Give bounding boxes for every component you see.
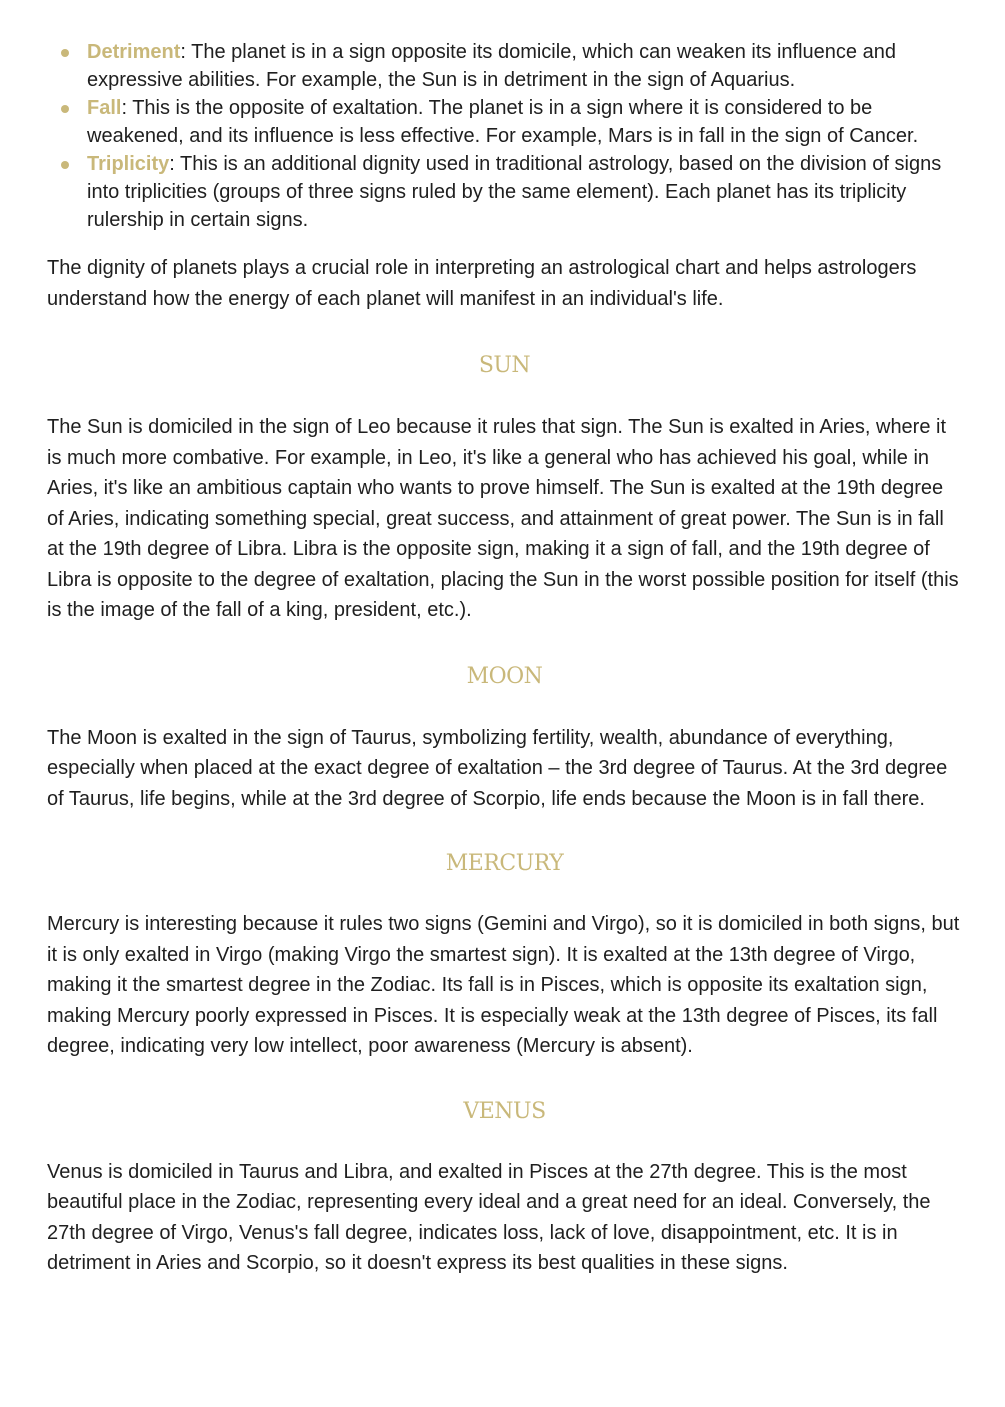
term-fall: Fall	[87, 97, 122, 119]
section-text-mercury: Mercury is interesting because it rules two signs (Gemini and Virgo), so it is domiciled in both signs, but it is only exalted in Virgo (making Virgo the smartest sign). It is exalted at the 13th degree of Virgo, making it the smartest degree in the Zodiac. Its fall is in Pisces, which is opposite its exaltation sign, making Mercury poorly expressed in Pisces. It is especially weak at the 13th degree of Pisces, its fall degree, indicating very low intellect, poor awareness (Mercury is absent).	[47, 913, 960, 1057]
dignity-bullet-list	[47, 38, 962, 234]
bullet-text: : This is an additional dignity used in traditional astrology, based on the division of signs into triplicities (groups of three signs ruled by the same element). Each planet has its triplicity rulership in certain signs.	[87, 153, 942, 231]
section-heading-mercury: MERCURY	[445, 851, 564, 876]
bullet-dot-icon	[61, 161, 69, 169]
bullet-text: : This is the opposite of exaltation. The planet is in a sign where it is considered to be weakened, and its influence is less effective. For example, Mars is in fall in the sign of Cancer.	[87, 97, 919, 147]
section-heading-venus: VENUS	[463, 1098, 546, 1124]
section-heading-moon: MOON	[466, 663, 543, 689]
bullet-fall	[47, 94, 962, 150]
term-detriment: Detriment	[87, 41, 181, 63]
bullet-detriment	[47, 38, 962, 94]
section-text-sun: The Sun is domiciled in the sign of Leo because it rules that sign. The Sun is exalted in Aries, where it is much more combative. For example, in Leo, it's like a general who has achieved his goal, while in Aries, it's like an ambitious captain who wants to prove himself. The Sun is exalted at the 19th degree of Aries, indicating something special, great success, and attainment of great power. The Sun is in fall at the 19th degree of Libra. Libra is the opposite sign, making it a sign of fall, and the 19th degree of Libra is opposite to the degree of exaltation, placing the Sun in the worst possible position for itself (this is the image of the fall of a king, president, etc.).	[47, 416, 959, 621]
bullet-dot-icon	[61, 49, 69, 57]
section-text-venus: Venus is domiciled in Taurus and Libra, and exalted in Pisces at the 27th degree. This is the most beautiful place in the Zodiac, representing every ideal and a great need for an ideal. Conversely, the 27th degree of Virgo, Venus's fall degree, indicates loss, lack of love, disappointment, etc. It is in detriment in Aries and Scorpio, so it doesn't express its best qualities in these signs.	[47, 1160, 931, 1274]
bullet-triplicity	[47, 150, 962, 234]
bullet-dot-icon	[61, 105, 69, 113]
bullet-text: : The planet is in a sign opposite its domicile, which can weaken its influence and expressive abilities. For example, the Sun is in detriment in the sign of Aquarius.	[87, 41, 896, 91]
intro-paragraph: The dignity of planets plays a crucial role in interpreting an astrological chart and helps astrologers understand how the energy of each planet will manifest in an individual's life.	[47, 257, 917, 310]
document-page	[47, 38, 962, 1279]
section-heading-sun: SUN	[478, 353, 531, 378]
section-text-moon: The Moon is exalted in the sign of Taurus, symbolizing fertility, wealth, abundance of everything, especially when placed at the exact degree of exaltation – the 3rd degree of Taurus. At the 3rd degree of Taurus, life begins, while at the 3rd degree of Scorpio, life ends because the Moon is in fall there.	[47, 726, 948, 810]
term-triplicity: Triplicity	[87, 153, 170, 175]
